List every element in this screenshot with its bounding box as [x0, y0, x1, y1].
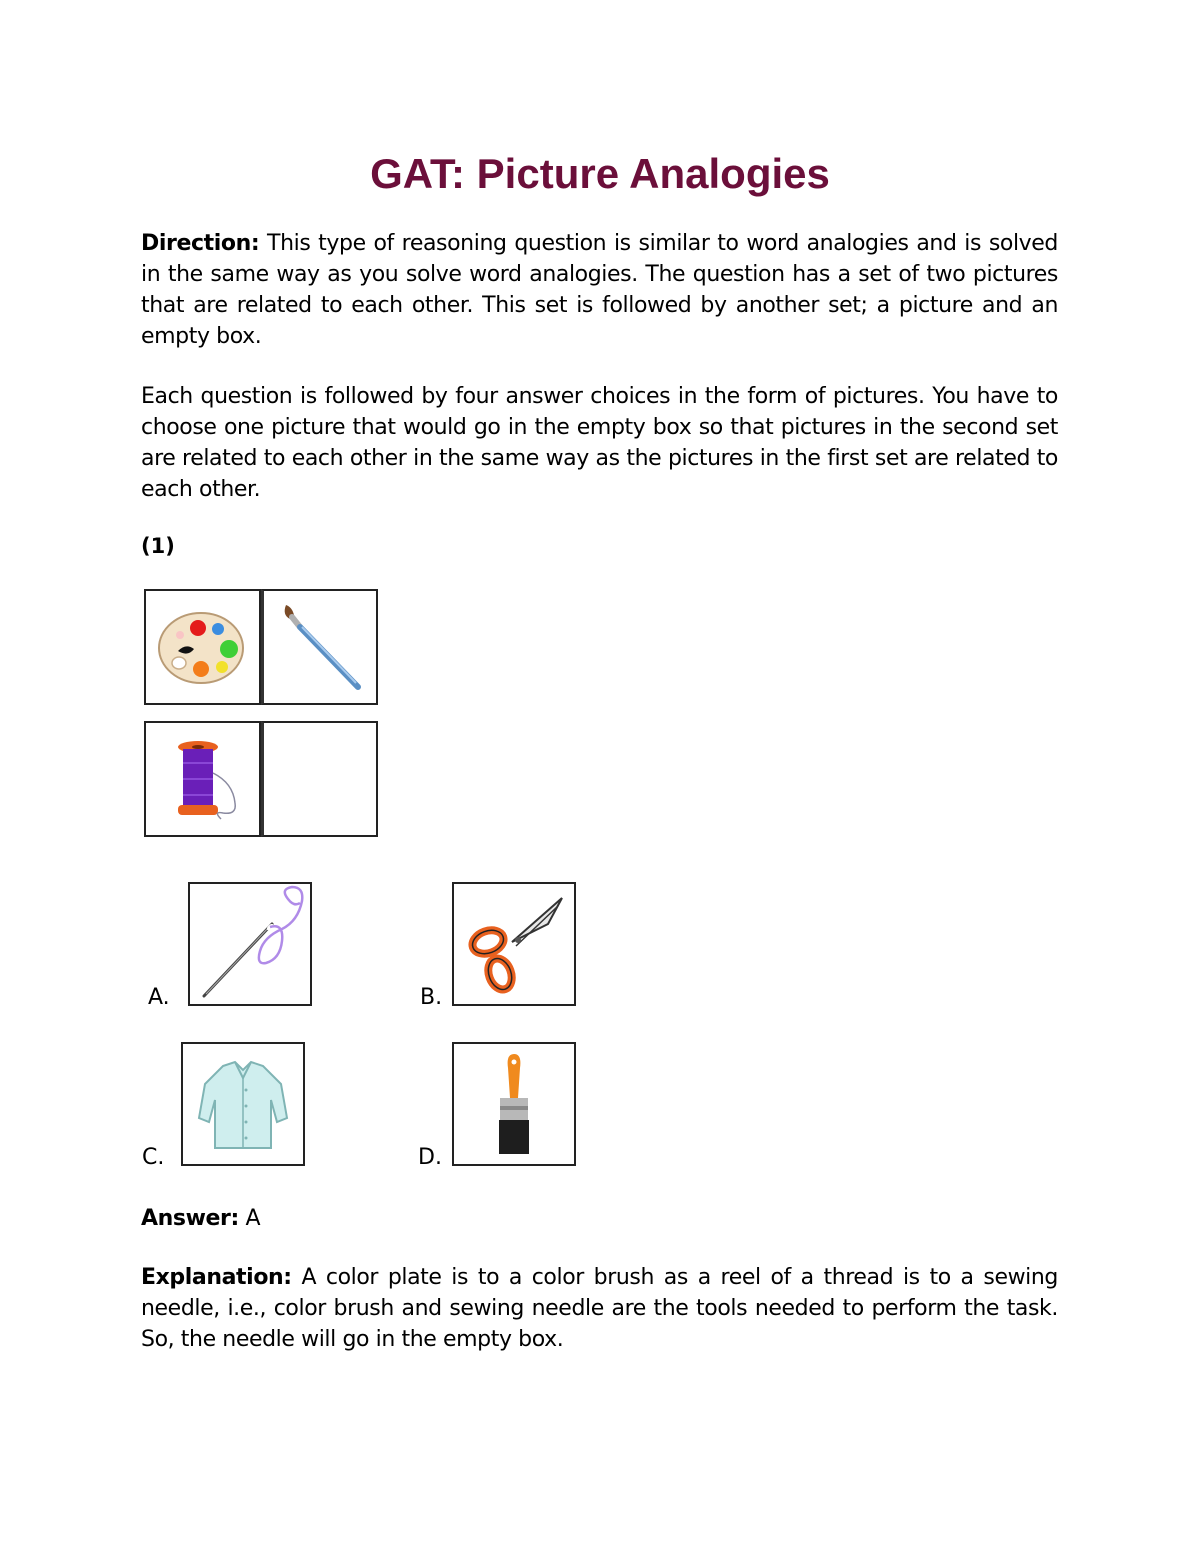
- palette-icon: [146, 591, 259, 703]
- option-c-label: C.: [142, 1145, 165, 1170]
- question-number: (1): [141, 534, 175, 558]
- shirt-icon: [183, 1044, 303, 1164]
- option-a-label: A.: [148, 985, 170, 1010]
- direction-text: This type of reasoning question is similar to word analogies and is solved in the same way as you solve word analogies. The question has a set of two pictures that are related to each other. This set is followed by another set; a picture and an empty box.: [141, 231, 1058, 349]
- scissors-icon: [454, 884, 574, 1004]
- needle-thread-icon: [190, 884, 310, 1004]
- explanation-label: Explanation:: [141, 1265, 292, 1290]
- empty-answer-box: [261, 721, 378, 837]
- direction-label: Direction:: [141, 231, 260, 256]
- paintbrush-cell: [261, 589, 378, 705]
- house-paint-brush-icon: [454, 1044, 574, 1164]
- answer-value: A: [238, 1206, 261, 1231]
- thread-spool-cell: [144, 721, 261, 837]
- direction-paragraph: [141, 228, 1058, 352]
- palette-cell: [144, 589, 261, 705]
- question-pair-1: [144, 589, 378, 705]
- option-d-label: D.: [418, 1145, 442, 1170]
- option-a-box[interactable]: [188, 882, 312, 1006]
- page-title: GAT: Picture Analogies: [370, 150, 830, 197]
- explanation-text: A color plate is to a color brush as a reel of a thread is to a sewing needle, i.e., color brush and sewing needle are the tools needed to perform the task. So, the needle will go in the empty box.: [141, 1265, 1058, 1352]
- paintbrush-icon: [264, 591, 376, 703]
- option-b-box[interactable]: [452, 882, 576, 1006]
- instructions-paragraph: Each question is followed by four answer choices in the form of pictures. You have to choose one picture that would go in the empty box so that pictures in the second set are related to each other in the same way as the pictures in the first set are related to each other.: [141, 384, 1058, 502]
- explanation-paragraph: [141, 1262, 1058, 1355]
- option-c-box[interactable]: [181, 1042, 305, 1166]
- answer-label: Answer:: [141, 1206, 239, 1231]
- question-pair-2: [144, 721, 378, 837]
- option-d-box[interactable]: [452, 1042, 576, 1166]
- thread-spool-icon: [146, 723, 259, 835]
- answer-line: [141, 1203, 1058, 1234]
- option-b-label: B.: [420, 985, 443, 1010]
